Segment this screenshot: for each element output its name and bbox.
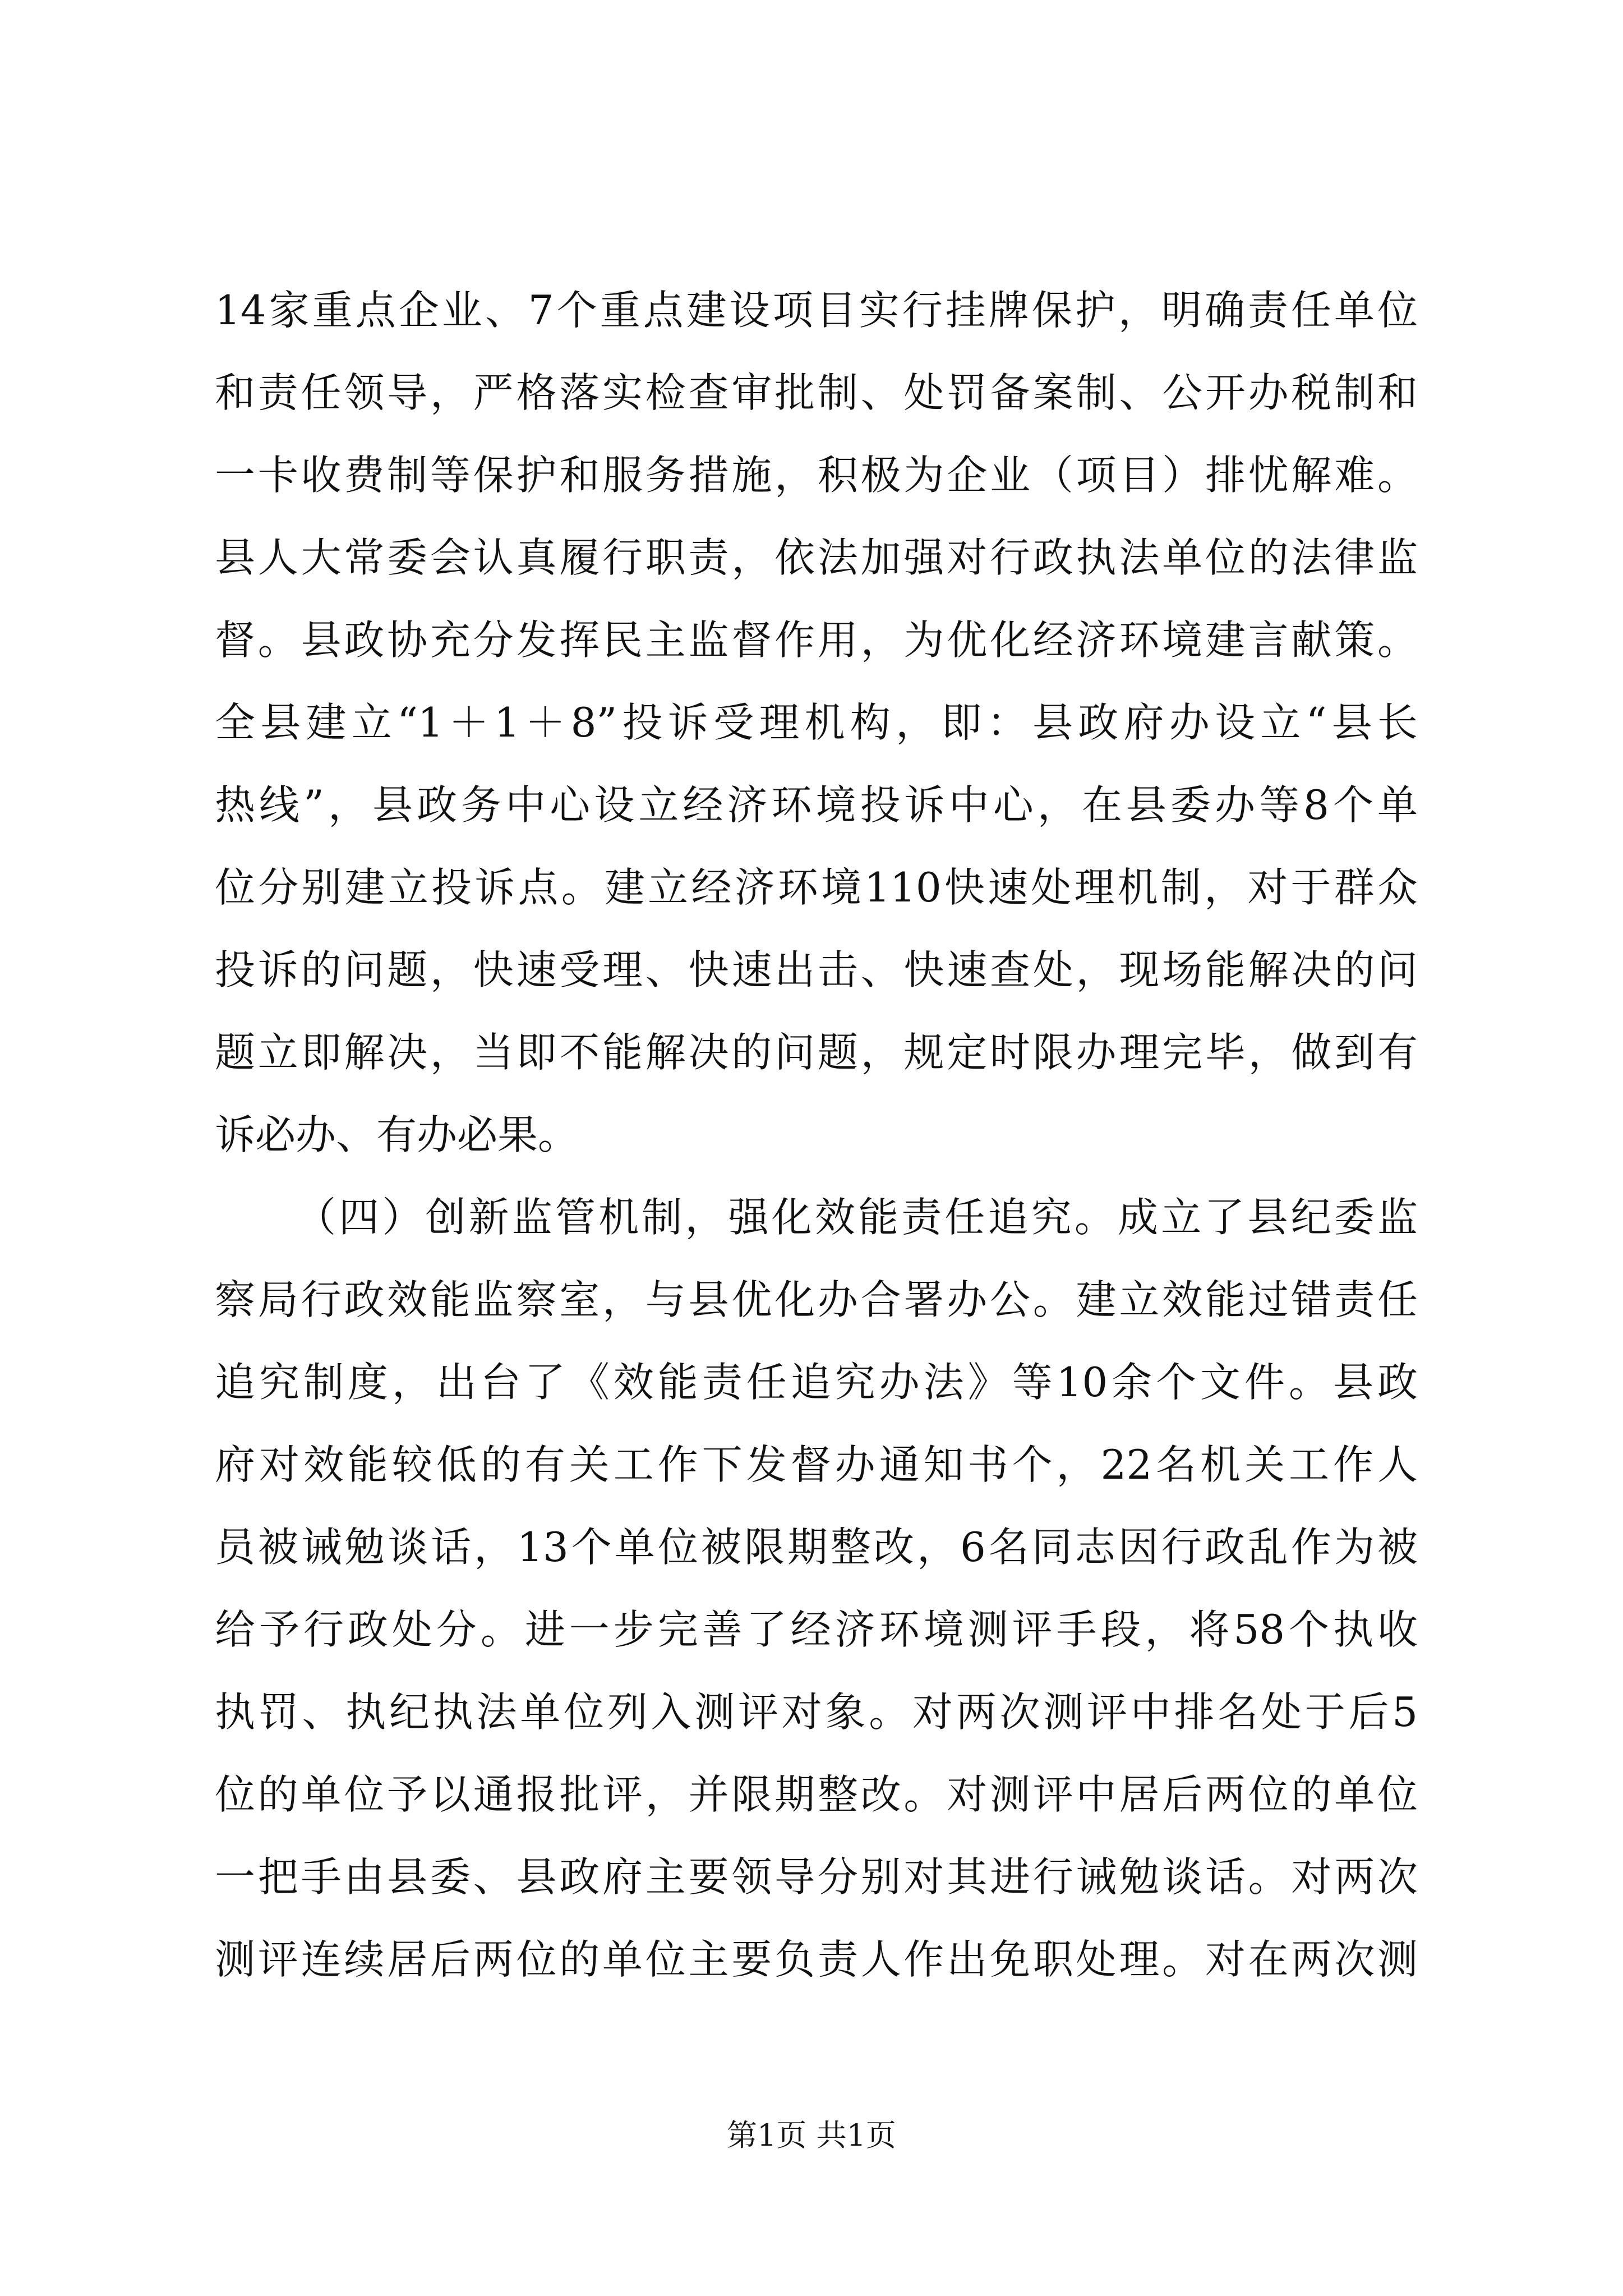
text-line: 全县建立“1＋1＋8”投诉受理机构，即：县政府办设立“县长 [215, 699, 1418, 746]
text-line: 14家重点企业、7个重点建设项目实行挂牌保护，明确责任单位 [215, 287, 1418, 334]
text-line: 察局行政效能监察室，与县优化办合署办公。建立效能过错责任 [215, 1276, 1418, 1323]
text-line: 投诉的问题，快速受理、快速出击、快速查处，现场能解决的问 [215, 946, 1418, 993]
paragraph-2 [215, 1176, 1418, 2001]
text-line: 县人大常委会认真履行职责，依法加强对行政执法单位的法律监 [215, 534, 1418, 581]
text-line: 给予行政处分。进一步完善了经济环境测评手段，将58个执收 [215, 1606, 1418, 1653]
text-line: （四）创新监管机制，强化效能责任追究。成立了县纪委监 [296, 1194, 1418, 1241]
page-number-label: 第1页 共1页 [727, 2118, 896, 2153]
text-line: 一把手由县委、县政府主要领导分别对其进行诫勉谈话。对两次 [215, 1853, 1418, 1901]
text-line: 位分别建立投诉点。建立经济环境110快速处理机制，对于群众 [215, 864, 1418, 911]
text-line: 题立即解决，当即不能解决的问题，规定时限办理完毕，做到有 [215, 1029, 1418, 1076]
text-line: 测评连续居后两位的单位主要负责人作出免职处理。对在两次测 [215, 1936, 1418, 1983]
page-footer [0, 2116, 1623, 2155]
document-body [215, 269, 1418, 2001]
text-line: 热线”，县政务中心设立经济环境投诉中心，在县委办等8个单 [215, 781, 1418, 829]
text-line: 诉必办、有办必果。 [215, 1111, 579, 1158]
text-line: 执罚、执纪执法单位列入测评对象。对两次测评中排名处于后5 [215, 1688, 1418, 1736]
text-line: 员被诫勉谈话，13个单位被限期整改，6名同志因行政乱作为被 [215, 1524, 1418, 1571]
text-line: 一卡收费制等保护和服务措施，积极为企业（项目）排忧解难。 [215, 452, 1418, 499]
paragraph-1 [215, 269, 1418, 1176]
text-line: 追究制度，出台了《效能责任追究办法》等10余个文件。县政 [215, 1359, 1418, 1406]
text-line: 位的单位予以通报批评，并限期整改。对测评中居后两位的单位 [215, 1771, 1418, 1818]
text-line: 和责任领导，严格落实检查审批制、处罚备案制、公开办税制和 [215, 369, 1418, 416]
text-line: 督。县政协充分发挥民主监督作用，为优化经济环境建言献策。 [215, 616, 1418, 664]
text-line: 府对效能较低的有关工作下发督办通知书个，22名机关工作人 [215, 1441, 1418, 1488]
